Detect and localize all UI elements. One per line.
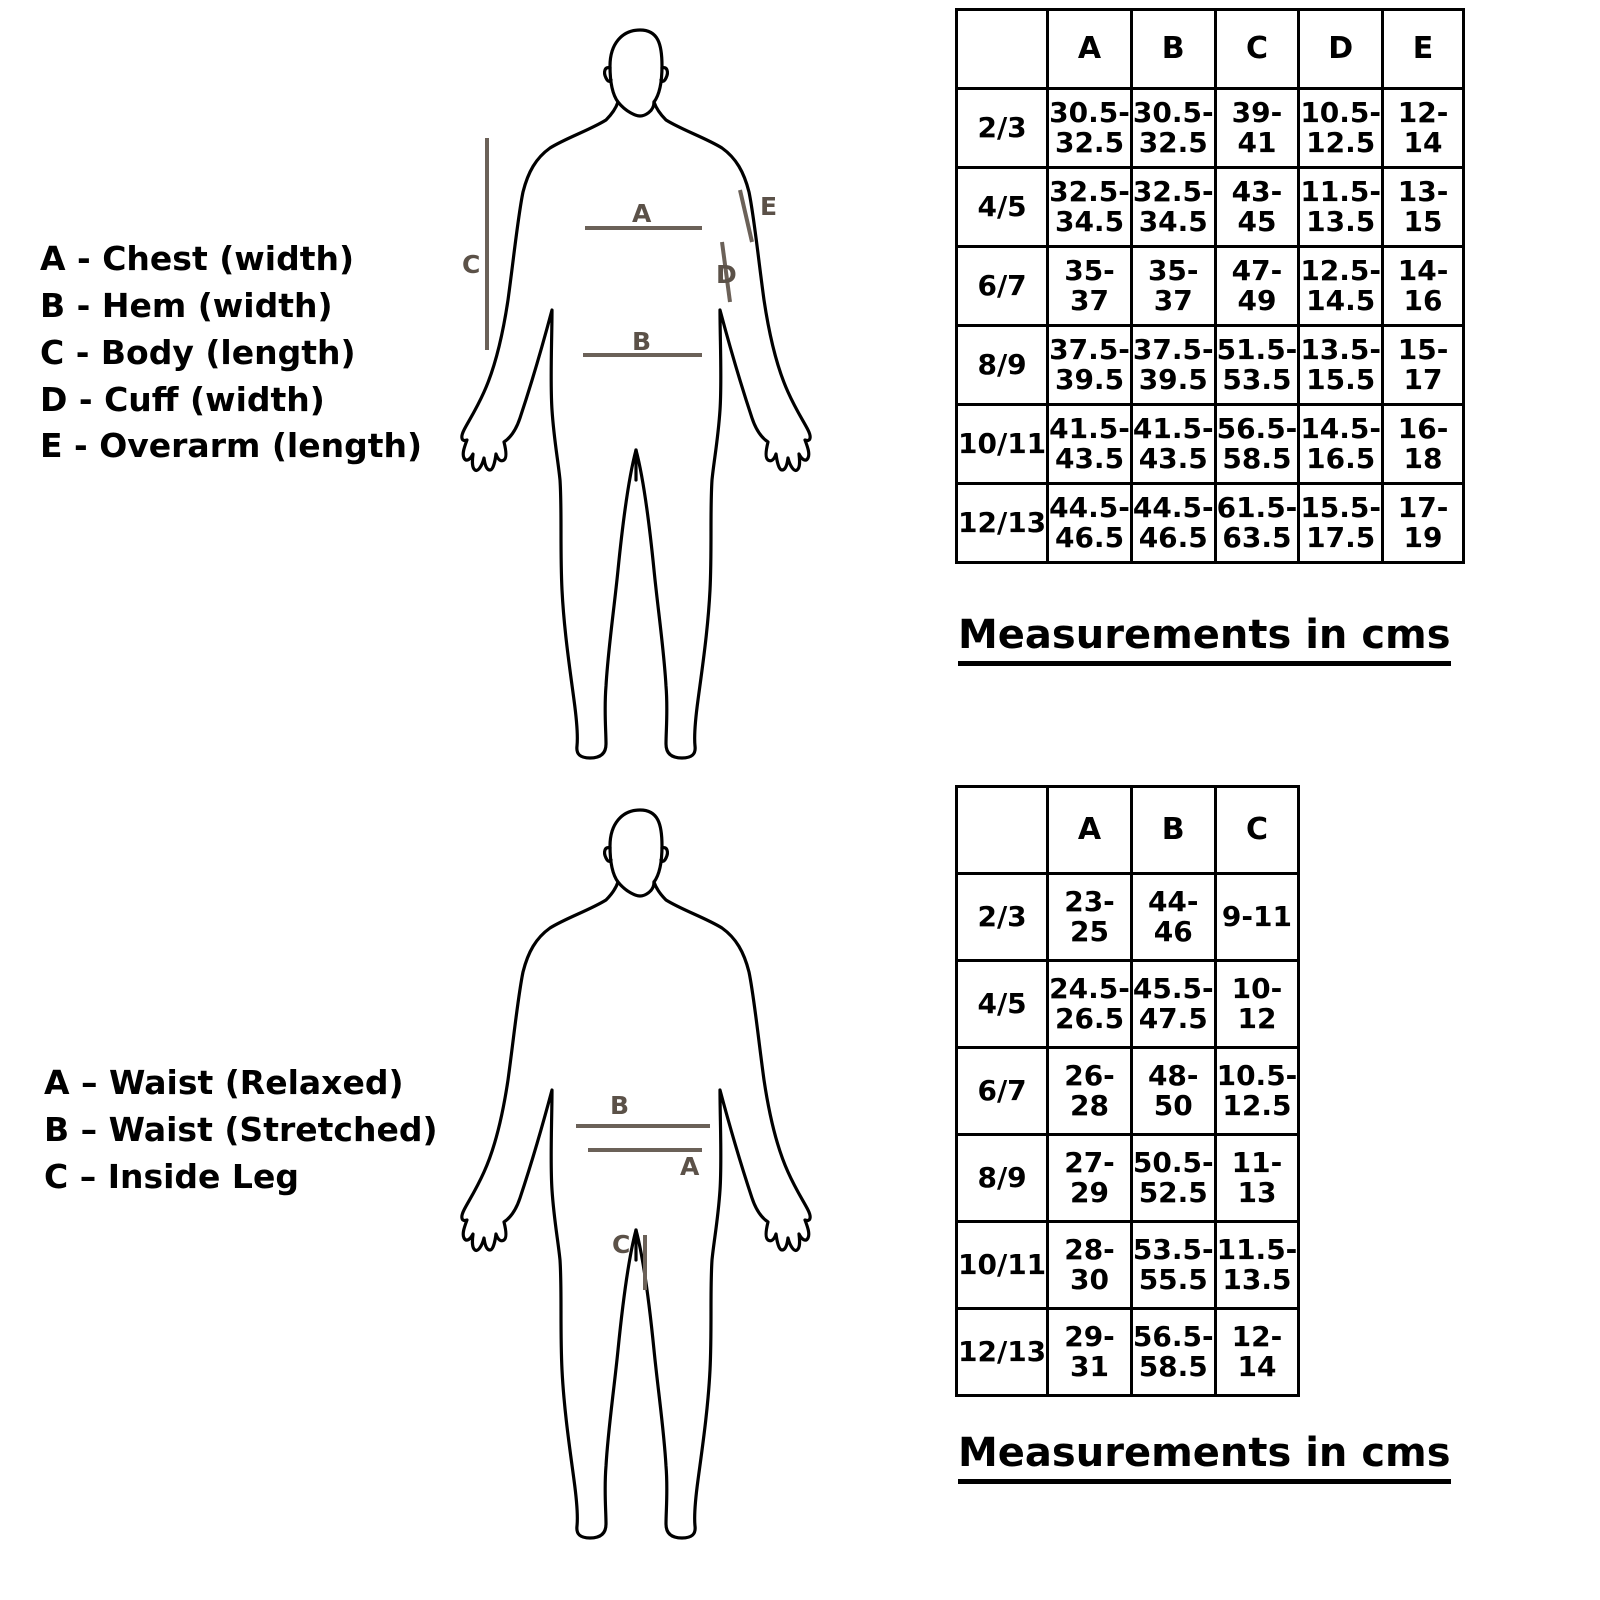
cell-d: 13.5-15.5	[1299, 326, 1383, 405]
cell-a: 23-25	[1048, 874, 1132, 961]
cell-a: 41.5-43.5	[1048, 405, 1132, 484]
caption-units-upper: Measurements in cms	[958, 612, 1451, 666]
column-header-b: B	[1131, 787, 1215, 874]
legend-item-overarm: E - Overarm (length)	[40, 426, 423, 466]
cell-a: 35-37	[1048, 247, 1132, 326]
row-size-label: 2/3	[957, 874, 1048, 961]
cell-b: 35-37	[1131, 247, 1215, 326]
cell-b: 32.5-34.5	[1131, 168, 1215, 247]
legend-item-waist-relaxed: A – Waist (Relaxed)	[44, 1063, 404, 1102]
cell-d: 14.5-16.5	[1299, 405, 1383, 484]
table-row	[957, 1222, 1299, 1309]
table-row	[957, 247, 1464, 326]
legend-upper-body	[40, 236, 422, 470]
cell-c: 47-49	[1215, 247, 1299, 326]
cell-e: 13-15	[1383, 168, 1464, 247]
measure-label-d-top: D	[716, 260, 737, 289]
legend-item-inside-leg: C – Inside Leg	[44, 1156, 299, 1196]
table-row	[957, 961, 1299, 1048]
cell-b: 45.5-47.5	[1131, 961, 1215, 1048]
column-header-c: C	[1215, 787, 1299, 874]
table-row	[957, 89, 1464, 168]
cell-d: 15.5-17.5	[1299, 484, 1383, 563]
cell-b: 44-46	[1131, 874, 1215, 961]
row-size-label: 8/9	[957, 1135, 1048, 1222]
measure-label-e-top: E	[760, 192, 778, 221]
cell-e: 15-17	[1383, 326, 1464, 405]
legend-lower-body	[44, 1060, 438, 1201]
measure-label-a-top: A	[632, 199, 652, 228]
row-size-label: 8/9	[957, 326, 1048, 405]
row-size-label: 10/11	[957, 1222, 1048, 1309]
cell-a: 27-29	[1048, 1135, 1132, 1222]
size-table-upper	[955, 8, 1465, 564]
column-header-a: A	[1048, 787, 1132, 874]
table-header-row	[957, 10, 1464, 89]
table-row	[957, 168, 1464, 247]
cell-c: 9-11	[1215, 874, 1299, 961]
cell-a: 29-31	[1048, 1309, 1132, 1396]
cell-c: 11.5-13.5	[1215, 1222, 1299, 1309]
cell-c: 43-45	[1215, 168, 1299, 247]
body-figure-front-upper	[440, 10, 840, 770]
cell-b: 56.5-58.5	[1131, 1309, 1215, 1396]
legend-item-body: C - Body (length)	[40, 332, 356, 372]
cell-b: 30.5-32.5	[1131, 89, 1215, 168]
cell-c: 56.5-58.5	[1215, 405, 1299, 484]
table-row	[957, 1309, 1299, 1396]
cell-e: 14-16	[1383, 247, 1464, 326]
table-corner-cell	[957, 787, 1048, 874]
column-header-d: D	[1299, 10, 1383, 89]
column-header-b: B	[1131, 10, 1215, 89]
measure-label-a-bottom: A	[680, 1152, 700, 1181]
measure-label-b-top: B	[632, 327, 652, 356]
cell-c: 51.5-53.5	[1215, 326, 1299, 405]
cell-b: 41.5-43.5	[1131, 405, 1215, 484]
column-header-a: A	[1048, 10, 1132, 89]
size-table-lower	[955, 785, 1300, 1397]
cell-c: 39-41	[1215, 89, 1299, 168]
cell-b: 50.5-52.5	[1131, 1135, 1215, 1222]
row-size-label: 12/13	[957, 1309, 1048, 1396]
cell-c: 10-12	[1215, 961, 1299, 1048]
cell-a: 24.5-26.5	[1048, 961, 1132, 1048]
row-size-label: 10/11	[957, 405, 1048, 484]
table-corner-cell	[957, 10, 1048, 89]
table-row	[957, 484, 1464, 563]
column-header-e: E	[1383, 10, 1464, 89]
row-size-label: 2/3	[957, 89, 1048, 168]
caption-units-lower: Measurements in cms	[958, 1430, 1451, 1484]
row-size-label: 4/5	[957, 168, 1048, 247]
table-row	[957, 1135, 1299, 1222]
cell-b: 53.5-55.5	[1131, 1222, 1215, 1309]
column-header-c: C	[1215, 10, 1299, 89]
legend-item-hem: B - Hem (width)	[40, 285, 333, 325]
cell-d: 12.5-14.5	[1299, 247, 1383, 326]
cell-a: 44.5-46.5	[1048, 484, 1132, 563]
cell-a: 30.5-32.5	[1048, 89, 1132, 168]
table-row	[957, 1048, 1299, 1135]
row-size-label: 6/7	[957, 247, 1048, 326]
cell-a: 26-28	[1048, 1048, 1132, 1135]
measure-label-c-bottom: C	[612, 1230, 631, 1259]
measure-label-b-bottom: B	[610, 1091, 630, 1120]
cell-a: 37.5-39.5	[1048, 326, 1132, 405]
cell-c: 12-14	[1215, 1309, 1299, 1396]
cell-c: 61.5-63.5	[1215, 484, 1299, 563]
cell-e: 16-18	[1383, 405, 1464, 484]
cell-a: 28-30	[1048, 1222, 1132, 1309]
legend-item-waist-stretched: B – Waist (Stretched)	[44, 1109, 438, 1149]
cell-c: 11-13	[1215, 1135, 1299, 1222]
cell-a: 32.5-34.5	[1048, 168, 1132, 247]
cell-e: 17-19	[1383, 484, 1464, 563]
table-row	[957, 874, 1299, 961]
row-size-label: 6/7	[957, 1048, 1048, 1135]
cell-b: 44.5-46.5	[1131, 484, 1215, 563]
cell-d: 10.5-12.5	[1299, 89, 1383, 168]
cell-c: 10.5-12.5	[1215, 1048, 1299, 1135]
table-row	[957, 405, 1464, 484]
cell-e: 12-14	[1383, 89, 1464, 168]
cell-b: 48-50	[1131, 1048, 1215, 1135]
row-size-label: 12/13	[957, 484, 1048, 563]
measure-label-c-top: C	[462, 250, 481, 279]
legend-item-chest: A - Chest (width)	[40, 239, 355, 278]
table-header-row	[957, 787, 1299, 874]
row-size-label: 4/5	[957, 961, 1048, 1048]
cell-d: 11.5-13.5	[1299, 168, 1383, 247]
table-row	[957, 326, 1464, 405]
body-figure-front-lower	[440, 790, 840, 1580]
legend-item-cuff: D - Cuff (width)	[40, 379, 325, 419]
cell-b: 37.5-39.5	[1131, 326, 1215, 405]
